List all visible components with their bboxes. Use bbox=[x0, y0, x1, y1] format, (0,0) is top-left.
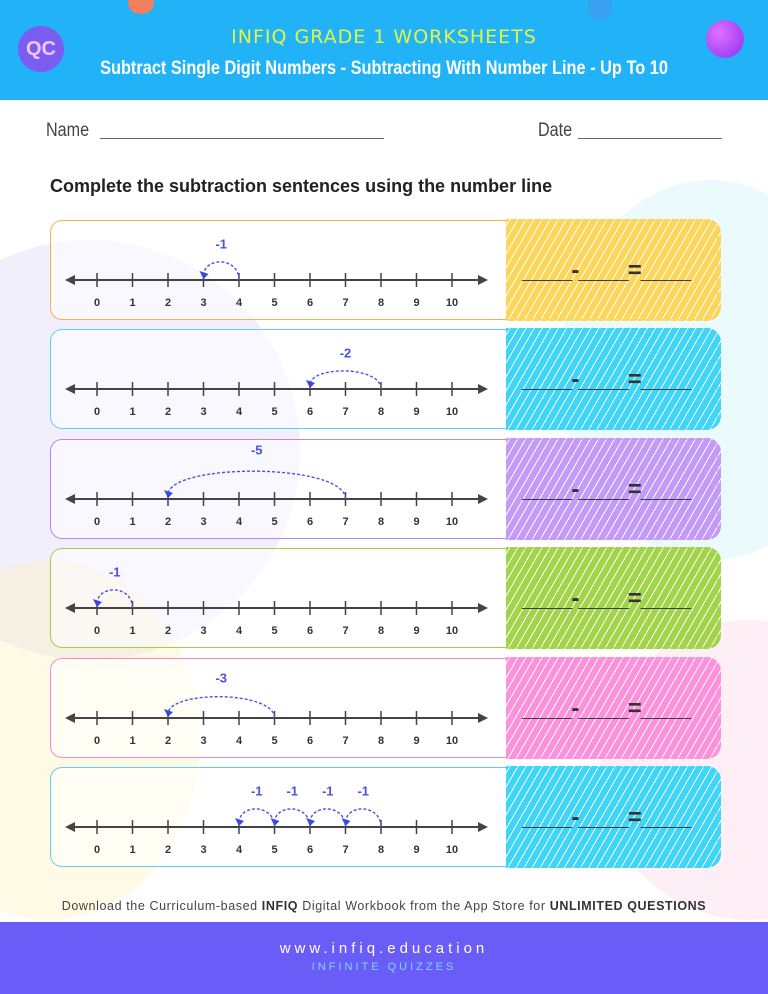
hop-arrowhead-icon bbox=[235, 818, 244, 826]
tick-label: 7 bbox=[342, 297, 349, 309]
hop-label: -2 bbox=[339, 345, 352, 361]
tick-label: 10 bbox=[445, 625, 459, 638]
tick-label: 9 bbox=[413, 515, 420, 528]
tick-label: 10 bbox=[445, 844, 459, 856]
hop-label: -1 bbox=[250, 783, 263, 799]
promo-brand: INFIQ bbox=[261, 899, 299, 913]
tick-label: 0 bbox=[93, 406, 101, 419]
instruction: Complete the subtraction sentences using the number line bbox=[50, 176, 553, 196]
tick-label: 8 bbox=[377, 844, 385, 856]
hop-arc bbox=[97, 590, 133, 608]
arrow-right-icon bbox=[478, 713, 488, 723]
answer-panel bbox=[506, 328, 721, 430]
tick-label: 6 bbox=[306, 844, 314, 856]
tick-label: 1 bbox=[129, 297, 136, 309]
tick-label: 8 bbox=[377, 515, 385, 528]
hop-arrowhead-icon bbox=[93, 599, 102, 607]
tick-label: 5 bbox=[271, 625, 278, 638]
answer-equation[interactable]: ____-____=____ bbox=[522, 475, 691, 503]
arrow-right-icon bbox=[478, 494, 488, 504]
tick-label: 9 bbox=[413, 406, 420, 419]
brand-title: INFIQ GRADE 1 WORKSHEETS bbox=[231, 26, 537, 48]
website-link[interactable]: www.infiq.education bbox=[279, 940, 489, 957]
tick-label: 1 bbox=[129, 406, 136, 419]
tick-label: 8 bbox=[377, 406, 385, 419]
tick-label: 4 bbox=[235, 297, 243, 309]
worksheet-title: Subtract Single Digit Numbers - Subtracting With Number Line - Up To 10 bbox=[100, 58, 668, 79]
tick-label: 8 bbox=[377, 625, 385, 638]
tick-label: 4 bbox=[235, 625, 243, 638]
date-label: Date bbox=[538, 120, 573, 141]
tick-label: 4 bbox=[235, 844, 243, 856]
problem-row bbox=[50, 329, 718, 429]
footer-band bbox=[0, 922, 768, 994]
hop-arrowhead-icon bbox=[200, 271, 209, 279]
tick-label: 0 bbox=[93, 297, 101, 309]
number-line bbox=[51, 221, 511, 321]
header bbox=[0, 0, 768, 100]
number-line bbox=[51, 330, 511, 430]
hop-label: -1 bbox=[321, 783, 334, 799]
hop-arc bbox=[346, 809, 382, 827]
number-line bbox=[51, 440, 511, 540]
hop-arc bbox=[204, 262, 240, 280]
tick-label: 7 bbox=[342, 406, 349, 419]
answer-equation[interactable]: ____-____=____ bbox=[522, 257, 691, 284]
problem-row bbox=[50, 548, 718, 648]
hop-arc bbox=[168, 471, 346, 499]
answer-equation[interactable]: ____-____=____ bbox=[522, 694, 691, 722]
number-line bbox=[51, 659, 511, 759]
hop-arc bbox=[239, 809, 275, 827]
tick-label: 8 bbox=[377, 734, 385, 747]
tick-label: 10 bbox=[445, 297, 459, 309]
promo-cta: UNLIMITED QUESTIONS bbox=[549, 899, 707, 913]
hop-label: -5 bbox=[250, 442, 263, 458]
number-line bbox=[51, 549, 511, 649]
tick-label: 2 bbox=[164, 844, 172, 856]
tick-label: 6 bbox=[306, 297, 314, 309]
hop-label: -1 bbox=[215, 236, 228, 252]
tick-label: 7 bbox=[342, 844, 349, 856]
tick-label: 2 bbox=[164, 515, 172, 528]
tick-label: 3 bbox=[200, 406, 207, 419]
tick-label: 3 bbox=[200, 515, 207, 528]
hop-label: -1 bbox=[108, 564, 121, 580]
name-field[interactable] bbox=[100, 138, 384, 139]
tick-label: 6 bbox=[306, 406, 314, 419]
tick-label: 1 bbox=[129, 844, 136, 856]
tick-label: 9 bbox=[413, 297, 420, 309]
date-field[interactable] bbox=[578, 138, 722, 139]
tagline: INFINITE QUIZZES bbox=[311, 961, 457, 973]
tick-label: 6 bbox=[306, 515, 314, 528]
decor-ball bbox=[128, 0, 154, 14]
problem-row bbox=[50, 767, 718, 867]
infiq-logo: QC bbox=[18, 26, 64, 72]
arrow-left-icon bbox=[65, 275, 75, 285]
answer-panel bbox=[506, 438, 721, 540]
tick-label: 0 bbox=[93, 515, 101, 528]
answer-panel bbox=[506, 766, 721, 868]
tick-label: 1 bbox=[129, 515, 136, 528]
hop-label: -3 bbox=[215, 669, 228, 685]
hop-arc bbox=[310, 809, 346, 827]
tick-label: 7 bbox=[342, 515, 349, 528]
tick-label: 7 bbox=[342, 625, 349, 638]
tick-label: 0 bbox=[93, 625, 101, 638]
problem-row bbox=[50, 439, 718, 539]
footer-promo bbox=[0, 899, 768, 913]
tick-label: 2 bbox=[164, 297, 172, 309]
hop-arc bbox=[168, 696, 275, 717]
answer-equation[interactable]: ____-____=____ bbox=[522, 366, 691, 394]
tick-label: 3 bbox=[200, 734, 207, 747]
arrow-left-icon bbox=[65, 603, 75, 613]
tick-label: 9 bbox=[413, 625, 420, 638]
tick-label: 0 bbox=[93, 734, 101, 747]
arrow-right-icon bbox=[478, 384, 488, 394]
tick-label: 1 bbox=[129, 734, 136, 747]
arrow-right-icon bbox=[478, 822, 488, 832]
problem-row bbox=[50, 658, 718, 758]
tick-label: 6 bbox=[306, 734, 314, 747]
promo-text: Download the Curriculum-based bbox=[61, 899, 262, 913]
tick-label: 2 bbox=[164, 625, 172, 638]
hop-label: -1 bbox=[286, 783, 299, 799]
hop-label: -1 bbox=[357, 783, 370, 799]
number-line bbox=[51, 768, 511, 868]
arrow-left-icon bbox=[65, 384, 75, 394]
tick-label: 0 bbox=[93, 844, 101, 856]
arrow-right-icon bbox=[478, 603, 488, 613]
answer-panel bbox=[506, 657, 721, 759]
tick-label: 5 bbox=[271, 515, 278, 528]
tick-label: 5 bbox=[271, 297, 278, 309]
arrow-left-icon bbox=[65, 713, 75, 723]
tick-label: 5 bbox=[271, 844, 278, 856]
answer-panel bbox=[506, 547, 721, 649]
tick-label: 10 bbox=[445, 515, 459, 528]
tick-label: 5 bbox=[271, 406, 278, 419]
tick-label: 7 bbox=[342, 734, 349, 747]
name-label: Name bbox=[46, 120, 90, 141]
tick-label: 1 bbox=[129, 625, 136, 638]
arrow-left-icon bbox=[65, 822, 75, 832]
tick-label: 10 bbox=[445, 734, 459, 747]
tick-label: 4 bbox=[235, 406, 243, 419]
tick-label: 2 bbox=[164, 406, 172, 419]
tick-label: 6 bbox=[306, 625, 314, 638]
tick-label: 4 bbox=[235, 515, 243, 528]
answer-equation[interactable]: ____-____=____ bbox=[522, 585, 691, 613]
answer-panel bbox=[506, 219, 721, 321]
promo-text: Digital Workbook from the App Store for bbox=[298, 899, 550, 913]
tick-label: 9 bbox=[413, 734, 420, 747]
tick-label: 8 bbox=[377, 297, 385, 309]
tick-label: 3 bbox=[200, 297, 207, 309]
tick-label: 9 bbox=[413, 844, 420, 856]
tick-label: 2 bbox=[164, 734, 172, 747]
hop-arc bbox=[275, 809, 311, 827]
problem-row bbox=[50, 220, 718, 320]
tick-label: 10 bbox=[445, 406, 459, 419]
arrow-left-icon bbox=[65, 494, 75, 504]
tick-label: 5 bbox=[271, 734, 278, 747]
decor-ball bbox=[588, 0, 612, 20]
tick-label: 3 bbox=[200, 844, 207, 856]
answer-equation[interactable]: ____-____=____ bbox=[522, 804, 691, 831]
tick-label: 4 bbox=[235, 734, 243, 747]
arrow-right-icon bbox=[478, 275, 488, 285]
tick-label: 3 bbox=[200, 625, 207, 638]
